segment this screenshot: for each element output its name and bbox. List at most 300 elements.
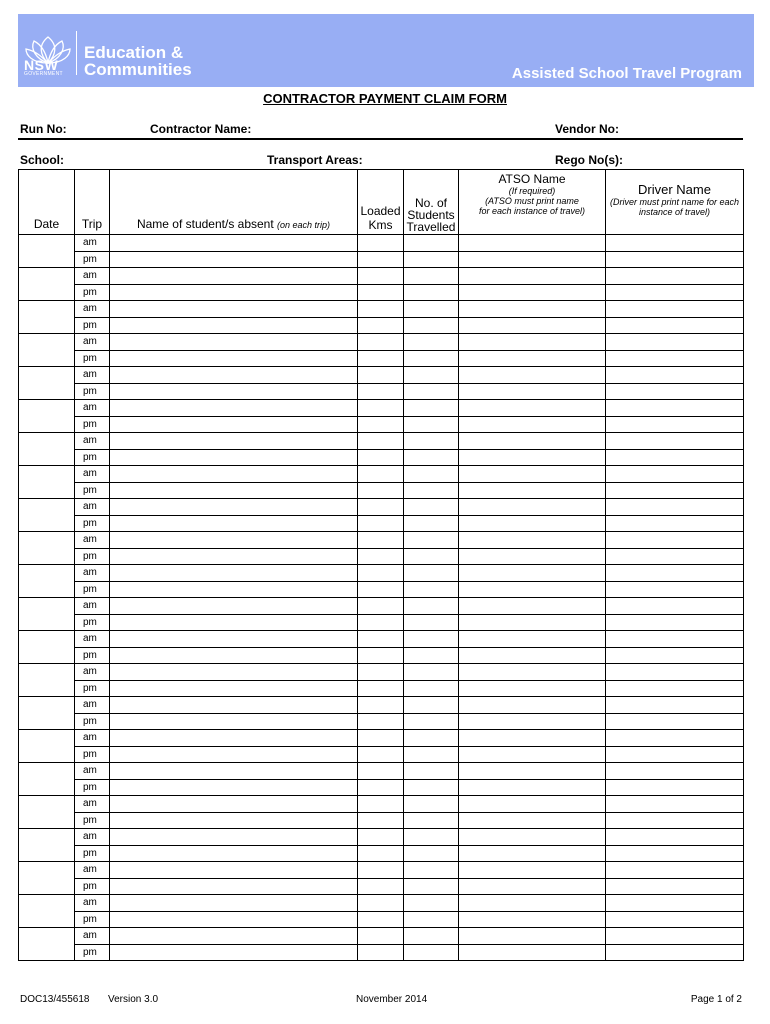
driver-name-cell[interactable] xyxy=(606,350,744,367)
loaded-kms-cell[interactable] xyxy=(358,796,404,813)
driver-name-cell[interactable] xyxy=(606,367,744,384)
table-row xyxy=(19,779,744,796)
name-absent-cell[interactable] xyxy=(110,647,358,664)
driver-name-cell[interactable] xyxy=(606,779,744,796)
name-absent-cell[interactable] xyxy=(110,746,358,763)
driver-name-cell[interactable] xyxy=(606,581,744,598)
students-travelled-cell[interactable] xyxy=(404,895,459,912)
table-row xyxy=(19,829,744,846)
students-travelled-cell[interactable] xyxy=(404,449,459,466)
driver-name-cell[interactable] xyxy=(606,862,744,879)
trip-pm-cell: pm xyxy=(75,284,110,301)
students-travelled-cell[interactable] xyxy=(404,548,459,565)
atso-name-cell[interactable] xyxy=(459,268,606,285)
atso-name-cell[interactable] xyxy=(459,581,606,598)
name-absent-cell[interactable] xyxy=(110,631,358,648)
col-students-travelled: No. of Students Travelled xyxy=(404,170,459,235)
loaded-kms-cell[interactable] xyxy=(358,779,404,796)
name-absent-cell[interactable] xyxy=(110,763,358,780)
students-travelled-cell[interactable] xyxy=(404,944,459,961)
footer-version: Version 3.0 xyxy=(108,994,159,1005)
trip-am-cell: am xyxy=(75,763,110,780)
table-row xyxy=(19,383,744,400)
driver-name-cell[interactable] xyxy=(606,928,744,945)
driver-name-cell[interactable] xyxy=(606,763,744,780)
students-travelled-cell[interactable] xyxy=(404,845,459,862)
loaded-kms-cell[interactable] xyxy=(358,449,404,466)
atso-name-cell[interactable] xyxy=(459,416,606,433)
atso-name-cell[interactable] xyxy=(459,812,606,829)
atso-name-cell[interactable] xyxy=(459,334,606,351)
atso-name-cell[interactable] xyxy=(459,862,606,879)
loaded-kms-cell[interactable] xyxy=(358,862,404,879)
driver-name-cell[interactable] xyxy=(606,548,744,565)
atso-name-cell[interactable] xyxy=(459,317,606,334)
driver-name-cell[interactable] xyxy=(606,515,744,532)
loaded-kms-cell[interactable] xyxy=(358,499,404,516)
loaded-kms-cell[interactable] xyxy=(358,400,404,417)
col-loaded-kms: Loaded Kms xyxy=(358,170,404,235)
trip-am-cell: am xyxy=(75,532,110,549)
loaded-kms-cell[interactable] xyxy=(358,746,404,763)
students-travelled-cell[interactable] xyxy=(404,565,459,582)
date-cell[interactable] xyxy=(19,532,75,565)
driver-name-cell[interactable] xyxy=(606,301,744,318)
table-row xyxy=(19,598,744,615)
loaded-kms-cell[interactable] xyxy=(358,515,404,532)
name-absent-cell[interactable] xyxy=(110,548,358,565)
loaded-kms-cell[interactable] xyxy=(358,730,404,747)
driver-name-cell[interactable] xyxy=(606,433,744,450)
driver-name-cell[interactable] xyxy=(606,730,744,747)
name-absent-cell[interactable] xyxy=(110,367,358,384)
name-absent-cell[interactable] xyxy=(110,499,358,516)
students-travelled-cell[interactable] xyxy=(404,383,459,400)
name-absent-cell[interactable] xyxy=(110,713,358,730)
loaded-kms-cell[interactable] xyxy=(358,697,404,714)
atso-name-cell[interactable] xyxy=(459,449,606,466)
students-travelled-cell[interactable] xyxy=(404,416,459,433)
students-travelled-cell[interactable] xyxy=(404,598,459,615)
name-absent-cell[interactable] xyxy=(110,515,358,532)
loaded-kms-cell[interactable] xyxy=(358,284,404,301)
name-absent-cell[interactable] xyxy=(110,680,358,697)
loaded-kms-cell[interactable] xyxy=(358,680,404,697)
atso-name-cell[interactable] xyxy=(459,482,606,499)
loaded-kms-cell[interactable] xyxy=(358,614,404,631)
name-absent-cell[interactable] xyxy=(110,796,358,813)
date-cell[interactable] xyxy=(19,565,75,598)
table-row xyxy=(19,680,744,697)
driver-name-cell[interactable] xyxy=(606,697,744,714)
table-row xyxy=(19,878,744,895)
col-atso-name: ATSO Name (If required) (ATSO must print name for each instance of travel) xyxy=(459,170,606,235)
students-travelled-cell[interactable] xyxy=(404,928,459,945)
students-travelled-cell[interactable] xyxy=(404,367,459,384)
name-absent-cell[interactable] xyxy=(110,730,358,747)
driver-name-cell[interactable] xyxy=(606,796,744,813)
students-travelled-cell[interactable] xyxy=(404,581,459,598)
atso-name-cell[interactable] xyxy=(459,350,606,367)
driver-name-cell[interactable] xyxy=(606,944,744,961)
loaded-kms-cell[interactable] xyxy=(358,911,404,928)
atso-name-cell[interactable] xyxy=(459,680,606,697)
date-cell[interactable] xyxy=(19,466,75,499)
students-travelled-cell[interactable] xyxy=(404,482,459,499)
driver-name-cell[interactable] xyxy=(606,499,744,516)
driver-name-cell[interactable] xyxy=(606,284,744,301)
students-travelled-cell[interactable] xyxy=(404,433,459,450)
driver-name-cell[interactable] xyxy=(606,713,744,730)
students-travelled-cell[interactable] xyxy=(404,796,459,813)
col-name-absent: Name of student/s absent (on each trip) xyxy=(110,170,358,235)
atso-name-cell[interactable] xyxy=(459,515,606,532)
name-absent-cell[interactable] xyxy=(110,565,358,582)
name-absent-cell[interactable] xyxy=(110,433,358,450)
atso-name-cell[interactable] xyxy=(459,928,606,945)
atso-name-cell[interactable] xyxy=(459,235,606,252)
students-travelled-cell[interactable] xyxy=(404,301,459,318)
trip-am-cell: am xyxy=(75,829,110,846)
name-absent-cell[interactable] xyxy=(110,284,358,301)
name-absent-cell[interactable] xyxy=(110,235,358,252)
date-cell[interactable] xyxy=(19,433,75,466)
atso-name-cell[interactable] xyxy=(459,911,606,928)
table-row xyxy=(19,565,744,582)
driver-name-cell[interactable] xyxy=(606,746,744,763)
loaded-kms-cell[interactable] xyxy=(358,466,404,483)
date-cell[interactable] xyxy=(19,235,75,268)
loaded-kms-cell[interactable] xyxy=(358,268,404,285)
atso-name-cell[interactable] xyxy=(459,796,606,813)
name-absent-cell[interactable] xyxy=(110,862,358,879)
trip-pm-cell: pm xyxy=(75,548,110,565)
atso-name-cell[interactable] xyxy=(459,631,606,648)
name-absent-cell[interactable] xyxy=(110,779,358,796)
trip-pm-cell: pm xyxy=(75,482,110,499)
students-travelled-cell[interactable] xyxy=(404,614,459,631)
atso-name-cell[interactable] xyxy=(459,763,606,780)
driver-name-cell[interactable] xyxy=(606,532,744,549)
date-cell[interactable] xyxy=(19,631,75,664)
students-travelled-cell[interactable] xyxy=(404,350,459,367)
driver-name-cell[interactable] xyxy=(606,598,744,615)
atso-name-cell[interactable] xyxy=(459,845,606,862)
loaded-kms-cell[interactable] xyxy=(358,895,404,912)
atso-name-cell[interactable] xyxy=(459,730,606,747)
trip-am-cell: am xyxy=(75,796,110,813)
date-cell[interactable] xyxy=(19,895,75,928)
table-row xyxy=(19,367,744,384)
students-travelled-cell[interactable] xyxy=(404,878,459,895)
footer-page: Page 1 of 2 xyxy=(690,994,742,1005)
driver-name-cell[interactable] xyxy=(606,845,744,862)
atso-name-cell[interactable] xyxy=(459,779,606,796)
name-absent-cell[interactable] xyxy=(110,911,358,928)
atso-name-cell[interactable] xyxy=(459,746,606,763)
table-row xyxy=(19,647,744,664)
name-absent-cell[interactable] xyxy=(110,317,358,334)
name-absent-cell[interactable] xyxy=(110,581,358,598)
driver-name-cell[interactable] xyxy=(606,829,744,846)
driver-name-cell[interactable] xyxy=(606,482,744,499)
trip-am-cell: am xyxy=(75,598,110,615)
logo-divider xyxy=(76,31,77,75)
date-cell[interactable] xyxy=(19,697,75,730)
loaded-kms-cell[interactable] xyxy=(358,581,404,598)
loaded-kms-cell[interactable] xyxy=(358,598,404,615)
loaded-kms-cell[interactable] xyxy=(358,829,404,846)
students-travelled-cell[interactable] xyxy=(404,251,459,268)
name-absent-cell[interactable] xyxy=(110,416,358,433)
atso-name-cell[interactable] xyxy=(459,499,606,516)
atso-name-cell[interactable] xyxy=(459,466,606,483)
students-travelled-cell[interactable] xyxy=(404,334,459,351)
trip-pm-cell: pm xyxy=(75,713,110,730)
date-cell[interactable] xyxy=(19,268,75,301)
government-wordmark: GOVERNMENT xyxy=(24,71,63,77)
loaded-kms-cell[interactable] xyxy=(358,334,404,351)
driver-name-cell[interactable] xyxy=(606,334,744,351)
date-cell[interactable] xyxy=(19,730,75,763)
name-absent-cell[interactable] xyxy=(110,334,358,351)
loaded-kms-cell[interactable] xyxy=(358,350,404,367)
loaded-kms-cell[interactable] xyxy=(358,548,404,565)
atso-name-cell[interactable] xyxy=(459,251,606,268)
date-cell[interactable] xyxy=(19,829,75,862)
students-travelled-cell[interactable] xyxy=(404,779,459,796)
name-absent-cell[interactable] xyxy=(110,845,358,862)
name-absent-cell[interactable] xyxy=(110,350,358,367)
driver-name-cell[interactable] xyxy=(606,400,744,417)
name-absent-cell[interactable] xyxy=(110,812,358,829)
driver-name-cell[interactable] xyxy=(606,614,744,631)
driver-name-cell[interactable] xyxy=(606,631,744,648)
driver-name-cell[interactable] xyxy=(606,416,744,433)
trip-pm-cell: pm xyxy=(75,911,110,928)
name-absent-cell[interactable] xyxy=(110,944,358,961)
table-row xyxy=(19,284,744,301)
trip-am-cell: am xyxy=(75,367,110,384)
driver-name-cell[interactable] xyxy=(606,317,744,334)
driver-name-cell[interactable] xyxy=(606,680,744,697)
name-absent-cell[interactable] xyxy=(110,449,358,466)
students-travelled-cell[interactable] xyxy=(404,647,459,664)
students-travelled-cell[interactable] xyxy=(404,235,459,252)
driver-name-cell[interactable] xyxy=(606,383,744,400)
trip-pm-cell: pm xyxy=(75,944,110,961)
students-travelled-cell[interactable] xyxy=(404,763,459,780)
date-cell[interactable] xyxy=(19,796,75,829)
name-absent-cell[interactable] xyxy=(110,400,358,417)
students-travelled-cell[interactable] xyxy=(404,317,459,334)
students-travelled-cell[interactable] xyxy=(404,268,459,285)
atso-name-cell[interactable] xyxy=(459,614,606,631)
atso-name-cell[interactable] xyxy=(459,647,606,664)
table-row xyxy=(19,334,744,351)
students-travelled-cell[interactable] xyxy=(404,730,459,747)
table-row xyxy=(19,697,744,714)
driver-name-cell[interactable] xyxy=(606,878,744,895)
atso-name-cell[interactable] xyxy=(459,367,606,384)
loaded-kms-cell[interactable] xyxy=(358,713,404,730)
name-absent-cell[interactable] xyxy=(110,895,358,912)
loaded-kms-cell[interactable] xyxy=(358,928,404,945)
loaded-kms-cell[interactable] xyxy=(358,763,404,780)
atso-name-cell[interactable] xyxy=(459,400,606,417)
date-cell[interactable] xyxy=(19,334,75,367)
driver-name-cell[interactable] xyxy=(606,664,744,681)
trip-am-cell: am xyxy=(75,664,110,681)
loaded-kms-cell[interactable] xyxy=(358,383,404,400)
table-row xyxy=(19,664,744,681)
loaded-kms-cell[interactable] xyxy=(358,845,404,862)
table-row xyxy=(19,730,744,747)
trip-pm-cell: pm xyxy=(75,746,110,763)
students-travelled-cell[interactable] xyxy=(404,713,459,730)
students-travelled-cell[interactable] xyxy=(404,680,459,697)
divider-rule xyxy=(18,138,743,140)
trip-pm-cell: pm xyxy=(75,647,110,664)
loaded-kms-cell[interactable] xyxy=(358,631,404,648)
students-travelled-cell[interactable] xyxy=(404,515,459,532)
date-cell[interactable] xyxy=(19,598,75,631)
driver-name-cell[interactable] xyxy=(606,449,744,466)
atso-name-cell[interactable] xyxy=(459,895,606,912)
name-absent-cell[interactable] xyxy=(110,251,358,268)
loaded-kms-cell[interactable] xyxy=(358,367,404,384)
name-absent-cell[interactable] xyxy=(110,598,358,615)
atso-name-cell[interactable] xyxy=(459,598,606,615)
loaded-kms-cell[interactable] xyxy=(358,647,404,664)
atso-name-cell[interactable] xyxy=(459,284,606,301)
loaded-kms-cell[interactable] xyxy=(358,301,404,318)
name-absent-cell[interactable] xyxy=(110,301,358,318)
loaded-kms-cell[interactable] xyxy=(358,433,404,450)
col-trip: Trip xyxy=(75,170,110,235)
table-row xyxy=(19,400,744,417)
students-travelled-cell[interactable] xyxy=(404,829,459,846)
name-absent-cell[interactable] xyxy=(110,664,358,681)
students-travelled-cell[interactable] xyxy=(404,466,459,483)
driver-name-cell[interactable] xyxy=(606,647,744,664)
loaded-kms-cell[interactable] xyxy=(358,235,404,252)
loaded-kms-cell[interactable] xyxy=(358,565,404,582)
driver-name-cell[interactable] xyxy=(606,812,744,829)
students-travelled-cell[interactable] xyxy=(404,284,459,301)
table-row xyxy=(19,449,744,466)
driver-name-cell[interactable] xyxy=(606,268,744,285)
atso-name-cell[interactable] xyxy=(459,829,606,846)
students-travelled-cell[interactable] xyxy=(404,911,459,928)
loaded-kms-cell[interactable] xyxy=(358,532,404,549)
atso-name-cell[interactable] xyxy=(459,944,606,961)
name-absent-cell[interactable] xyxy=(110,928,358,945)
loaded-kms-cell[interactable] xyxy=(358,944,404,961)
atso-name-cell[interactable] xyxy=(459,433,606,450)
date-cell[interactable] xyxy=(19,499,75,532)
date-cell[interactable] xyxy=(19,862,75,895)
trip-pm-cell: pm xyxy=(75,581,110,598)
name-absent-cell[interactable] xyxy=(110,878,358,895)
loaded-kms-cell[interactable] xyxy=(358,878,404,895)
atso-name-cell[interactable] xyxy=(459,383,606,400)
date-cell[interactable] xyxy=(19,400,75,433)
atso-name-cell[interactable] xyxy=(459,697,606,714)
loaded-kms-cell[interactable] xyxy=(358,664,404,681)
driver-name-cell[interactable] xyxy=(606,565,744,582)
nsw-wordmark: NSW xyxy=(24,57,59,73)
atso-name-cell[interactable] xyxy=(459,548,606,565)
driver-name-cell[interactable] xyxy=(606,466,744,483)
driver-name-cell[interactable] xyxy=(606,911,744,928)
atso-name-cell[interactable] xyxy=(459,532,606,549)
name-absent-cell[interactable] xyxy=(110,614,358,631)
footer-doc-number: DOC13/455618 xyxy=(20,994,90,1005)
loaded-kms-cell[interactable] xyxy=(358,251,404,268)
loaded-kms-cell[interactable] xyxy=(358,482,404,499)
atso-name-cell[interactable] xyxy=(459,301,606,318)
students-travelled-cell[interactable] xyxy=(404,664,459,681)
date-cell[interactable] xyxy=(19,763,75,796)
students-travelled-cell[interactable] xyxy=(404,499,459,516)
table-row xyxy=(19,532,744,549)
name-absent-cell[interactable] xyxy=(110,383,358,400)
transport-areas-label: Transport Areas: xyxy=(267,153,363,167)
atso-name-cell[interactable] xyxy=(459,713,606,730)
driver-name-cell[interactable] xyxy=(606,235,744,252)
loaded-kms-cell[interactable] xyxy=(358,812,404,829)
date-cell[interactable] xyxy=(19,367,75,400)
trip-pm-cell: pm xyxy=(75,251,110,268)
program-name: Assisted School Travel Program xyxy=(511,65,742,82)
run-no-label: Run No: xyxy=(20,122,67,136)
loaded-kms-cell[interactable] xyxy=(358,416,404,433)
students-travelled-cell[interactable] xyxy=(404,400,459,417)
table-header-row xyxy=(19,170,744,235)
name-absent-cell[interactable] xyxy=(110,466,358,483)
table-row xyxy=(19,928,744,945)
name-absent-cell[interactable] xyxy=(110,829,358,846)
students-travelled-cell[interactable] xyxy=(404,746,459,763)
date-cell[interactable] xyxy=(19,301,75,334)
trip-pm-cell: pm xyxy=(75,812,110,829)
table-row xyxy=(19,911,744,928)
name-absent-cell[interactable] xyxy=(110,482,358,499)
name-absent-cell[interactable] xyxy=(110,268,358,285)
name-absent-cell[interactable] xyxy=(110,697,358,714)
date-cell[interactable] xyxy=(19,928,75,961)
students-travelled-cell[interactable] xyxy=(404,532,459,549)
atso-name-cell[interactable] xyxy=(459,664,606,681)
students-travelled-cell[interactable] xyxy=(404,631,459,648)
table-row xyxy=(19,796,744,813)
loaded-kms-cell[interactable] xyxy=(358,317,404,334)
atso-name-cell[interactable] xyxy=(459,565,606,582)
trip-am-cell: am xyxy=(75,433,110,450)
students-travelled-cell[interactable] xyxy=(404,697,459,714)
driver-name-cell[interactable] xyxy=(606,251,744,268)
vendor-no-label: Vendor No: xyxy=(555,122,620,136)
table-row xyxy=(19,862,744,879)
students-travelled-cell[interactable] xyxy=(404,862,459,879)
name-absent-cell[interactable] xyxy=(110,532,358,549)
table-row xyxy=(19,268,744,285)
atso-name-cell[interactable] xyxy=(459,878,606,895)
students-travelled-cell[interactable] xyxy=(404,812,459,829)
date-cell[interactable] xyxy=(19,664,75,697)
driver-name-cell[interactable] xyxy=(606,895,744,912)
